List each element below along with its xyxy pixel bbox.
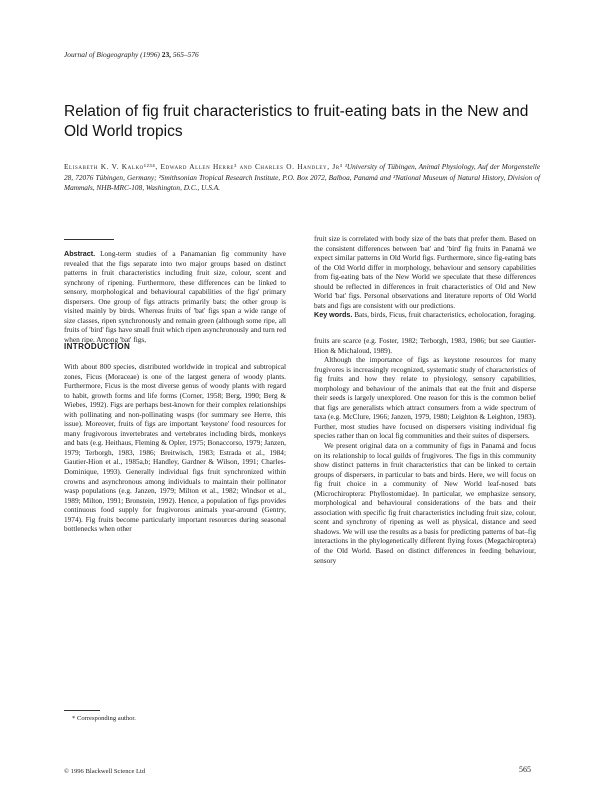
introduction-paragraph-3: We present original data on a community of figs in Panamá and focus on its relationship to local guilds of frugivores. The figs in this community show distinct patterns in fruit characteristics that can be linked to certain groups of dispersers, in particular to bats and birds. Here, we will focus on fig fruit choice in a community of New World leaf-nosed bats (Microchiroptera: Phyllostomidae). In particular, we emphasize sensory, morphological and behavioural considerations of the bats and their association with specific fig fruit characteristics including fruit size, colour, scent and synchrony of ripening as well as physical, distance and seed shadows. We will use the results as a basis for predicting patterns of bat–fig interactions in the phylogenetically different flying foxes (Megachiroptera) of the Old World. Based on distinct differences in feeding behaviour, sensory [314,441,536,565]
journal-volume: 23, [161,50,171,59]
abstract-text-right: fruit size is correlated with body size of the bats that prefer them. Based on the consistent differences between 'bat' and 'bird' fig fruits in Panamá we expect similar patterns in Old World figs. Furthermore, since fig-eating bats of the Old World differ in morphology, behaviour and sensory capabilities from fig-eating bats of the New World we speculate that these differences should be reflected in differences in fruit characteristics of Old and New World 'bat' figs. Personal observations and literature reports of Old World bats and figs are consistent with our predictions. [314,234,536,310]
keywords-label: Key words. [314,310,353,320]
introduction-paragraph-continued: fruits are scarce (e.g. Foster, 1982; Terborgh, 1983, 1986; but see Gautier-Hion & Michaloud, 1989). [314,336,536,355]
journal-year: (1996) [140,50,160,59]
abstract-divider [64,239,114,240]
copyright-notice: © 1996 Blackwell Science Ltd [64,768,146,775]
abstract-left-column [64,249,286,344]
author-affiliations: ¹University of Tübingen, Animal Physiology, Auf der Morgenstelle 28, 72076 Tübingen, Germany; ²Smithsonian Tropical Research Institute, P.O. Box 2072, Balboa, Panamá and ³National Museum of Natural History, Division of Mammals, NHB-MRC-108, Washington, D.C., U.S.A. [64,162,540,192]
introduction-paragraph-2: Although the importance of figs as keystone resources for many frugivores is increasingly recognized, systematic study of characteristics of fig fruits and how they relate to physiology, sensory capabilities, morphology and behaviour of the animals that eat the fruit and disperse their seeds is largely unexplored. One reason for this is the common belief that figs are generalists which attract consumers from a wide spectrum of taxa (e.g. McClure, 1966; Janzen, 1979, 1980; Leighton & Leighton, 1983). Further, most studies have focused on dispersers visiting individual fig species rather than on local fig communities and their suites of dispersers. [314,355,536,441]
abstract-label: Abstract. [64,249,96,258]
page-number: 565 [519,765,531,774]
abstract-text-left: Long-term studies of a Panamanian fig community have revealed that the figs separate into two major groups based on distinct patterns in fruit characteristics including fruit size, colour, scent and synchrony of ripening. Furthermore, these differences can be linked to sensory, morphological and behavioural capabilities of the figs' primary dispersers. One group of figs attracts primarily bats; the other group is visited mainly by birds. Whereas fruits of 'bat' figs span a wide range of size classes, ripen synchronously and remain green (although some ripe, all fruits of 'bird' figs have small fruit which ripen asynchronously and turn red when ripe. Among 'bat' figs, [64,249,287,344]
corresponding-author-footnote: * Corresponding author. [72,715,136,722]
introduction-left-column [64,362,286,534]
author-names: Elisabeth K. V. Kalko¹²³⁴, Edward Allen Herre² and Charles O. Handley, Jr³ [64,162,343,171]
journal-name: Journal of Biogeography [64,50,139,59]
journal-header [64,50,199,59]
author-block [64,162,540,194]
footnote-divider [64,710,100,711]
article-title: Relation of fig fruit characteristics to fruit-eating bats in the New and Old World tropics [64,103,529,140]
introduction-right-column [314,336,536,565]
keywords-text: Bats, birds, Ficus, fruit characteristics, echolocation, foraging. [354,310,536,320]
abstract-right-column [314,234,536,320]
introduction-paragraph-1: With about 800 species, distributed worldwide in tropical and subtropical zones, Ficus (Moraceae) is one of the largest genera of woody plants. Furthermore, Ficus is the most diverse genus of woody plants with regard to habit, growth forms and life forms (Corner, 1958; Berg, 1990; Berg & Wiebes, 1992). Figs are perhaps best-known for their complex relationships with pollinating and non-pollinating wasps (for summary see Herre, this issue). Moreover, fruits of figs are important 'keystone' food resources for many frugivorous invertebrates and vertebrates including birds, monkeys and bats (e.g. Heithaus, Fleming & Opler, 1975; Bonaccorso, 1979; Janzen, 1979; Terborgh, 1983, 1986; Breitwisch, 1983; Estrada et al., 1984; Gautier-Hion et al., 1985a,b; Handley, Gardner & Wilson, 1991; Charles-Dominique, 1993). Generally individual figs fruit synchronized within crowns and asynchronous among individuals to maintain their pollinator wasp populations (e.g. Janzen, 1979; Milton et al., 1982; Windsor et al., 1989; Milton, 1991; Bronstein, 1992). Hence, a population of figs provides continuous food supply for frugivorous animals year-around (Gentry, 1974). Fig fruits become particularly important resources during seasonal bottlenecks when other [64,362,286,534]
introduction-heading: INTRODUCTION [64,342,131,351]
journal-pages: 565–576 [172,50,199,59]
